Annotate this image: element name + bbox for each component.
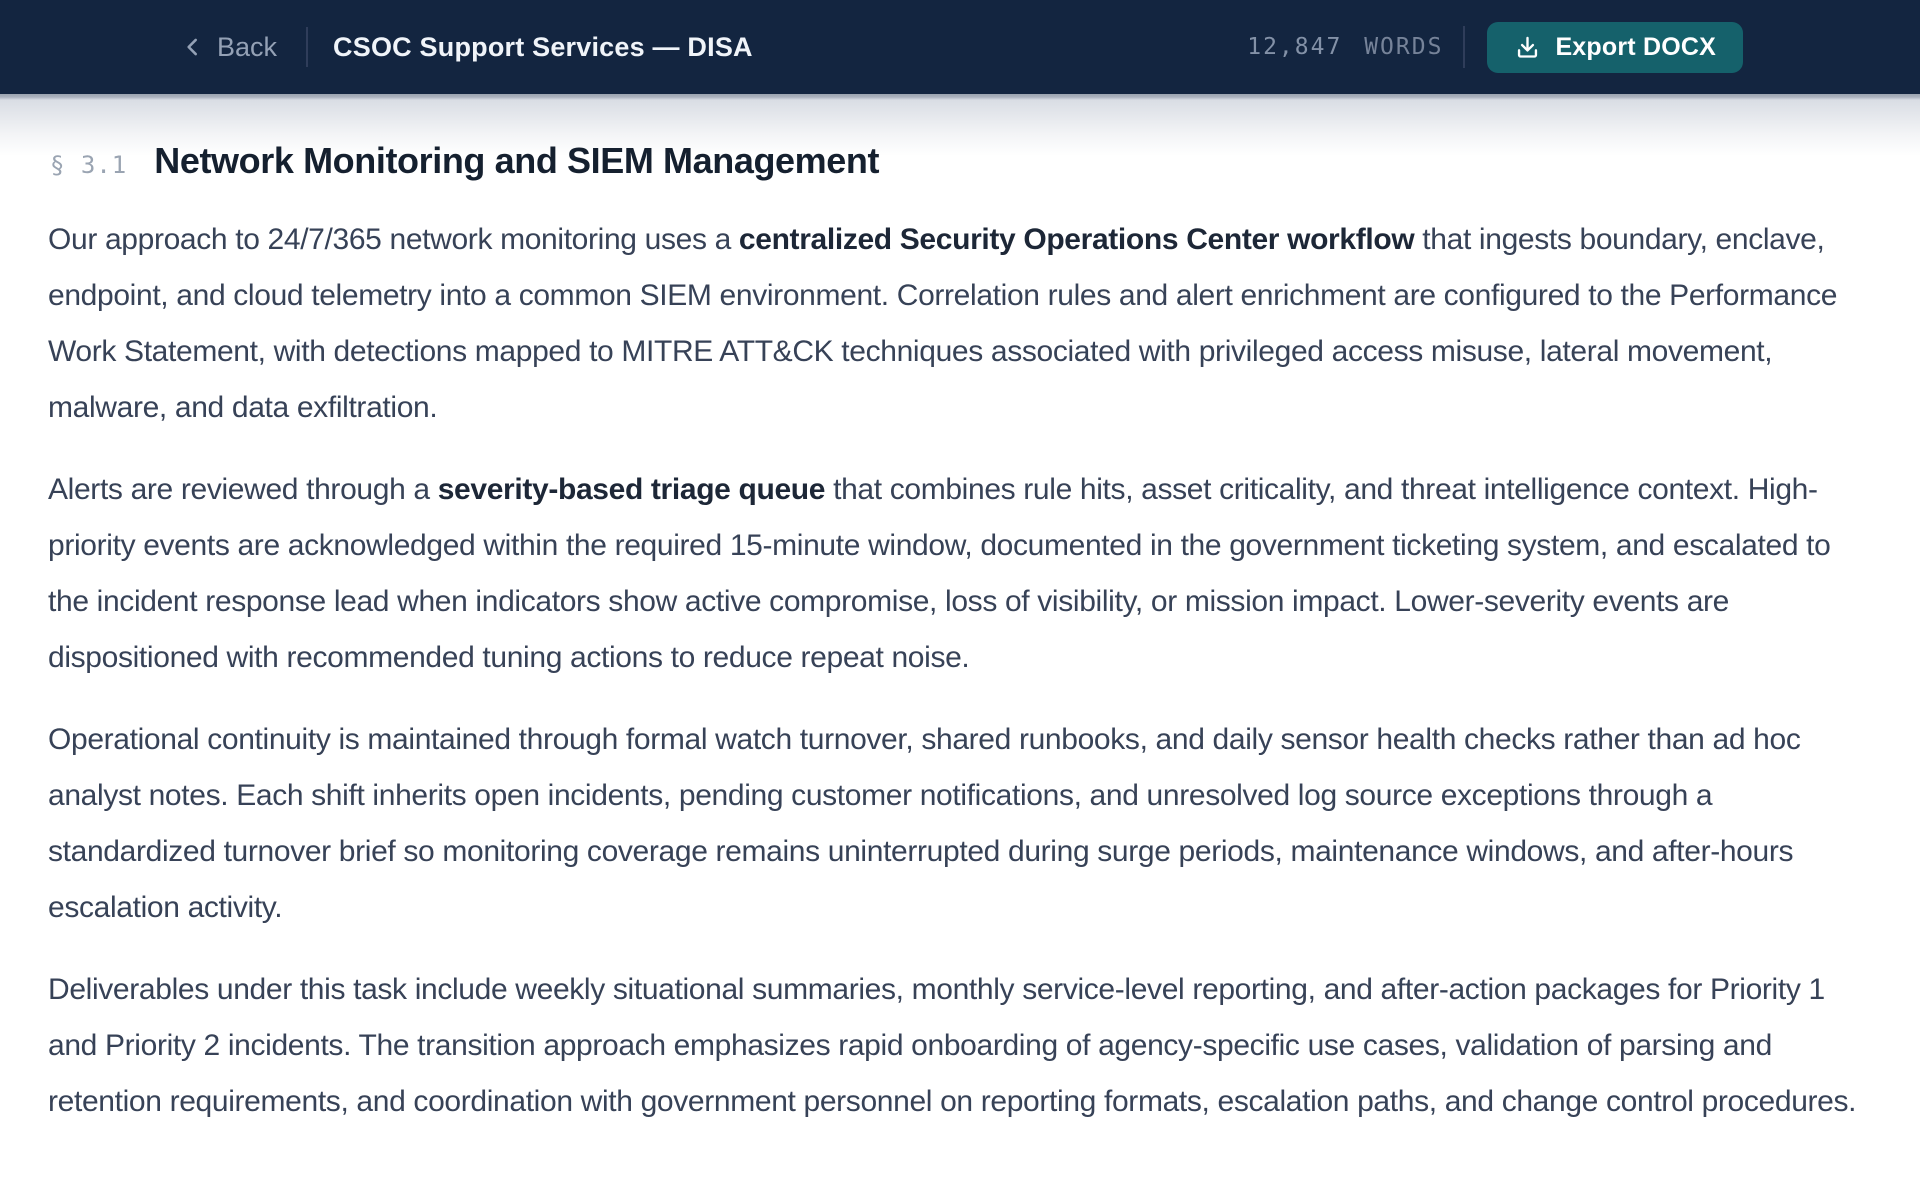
header-divider (1463, 26, 1465, 68)
word-count (1247, 34, 1443, 60)
section-heading (50, 140, 1872, 182)
paragraph (48, 212, 1872, 436)
export-docx-button[interactable] (1487, 22, 1743, 73)
section-number-label: § 3.1 (50, 151, 128, 179)
paragraphs-container (48, 212, 1872, 1130)
text-segment: Our approach to 24/7/365 network monitoring uses a (48, 223, 739, 256)
top-bar-left (180, 27, 753, 67)
word-count-value: 12,847 (1247, 34, 1343, 60)
download-icon (1514, 34, 1541, 61)
back-label: Back (217, 31, 278, 62)
text-segment: Operational continuity is maintained through formal watch turnover, shared runbooks, and daily sensor health checks rather than ad hoc analyst notes. Each shift inherits open incidents, pending customer notifications, and unresolved log source exceptions through a standardized turnover brief so monitoring coverage remains uninterrupted during surge periods, maintenance windows, and after-hours escalation activity. (48, 723, 1801, 924)
text-segment: that ingests boundary, enclave, endpoint, and cloud telemetry into a common SIEM environment. Correlation rules and alert enrichment are configured to the Performance Work Statement, with detections mapped to MITRE ATT&CK techniques associated with privileged access misuse, lateral movement, malware, and data exfiltration. (48, 223, 1838, 424)
document-title: CSOC Support Services — DISA (333, 31, 753, 62)
export-docx-label: Export DOCX (1555, 32, 1716, 61)
text-segment: that combines rule hits, asset criticality, and threat intelligence context. High-priority events are acknowledged within the required 15-minute window, documented in the government ticketing system, and escalated to the incident response lead when indicators show active compromise, loss of visibility, or mission impact. Lower-severity events are dispositioned with recommended tuning actions to reduce repeat noise. (48, 473, 1831, 674)
word-count-unit: WORDS (1364, 34, 1444, 60)
header-divider (306, 27, 308, 67)
text-segment: Deliverables under this task include weekly situational summaries, monthly service-level reporting, and after-action packages for Priority 1 and Priority 2 incidents. The transition approach emphasizes rapid onboarding of agency-specific use cases, validation of parsing and retention requirements, and coordination with government personnel on reporting formats, escalation paths, and change control procedures. (48, 973, 1857, 1118)
text-segment: Alerts are reviewed through a (48, 473, 438, 506)
chevron-left-icon (180, 34, 206, 60)
back-button[interactable] (180, 32, 277, 63)
bold-text-segment: centralized Security Operations Center workflow (738, 223, 1415, 256)
document-scroll-area[interactable] (0, 94, 1920, 1200)
section-title: Network Monitoring and SIEM Management (154, 140, 880, 181)
paragraph (48, 462, 1872, 686)
top-bar (0, 0, 1920, 94)
bold-text-segment: severity-based triage queue (437, 473, 826, 506)
paragraph (48, 712, 1872, 936)
top-bar-right (1247, 22, 1743, 73)
paragraph (48, 962, 1872, 1130)
